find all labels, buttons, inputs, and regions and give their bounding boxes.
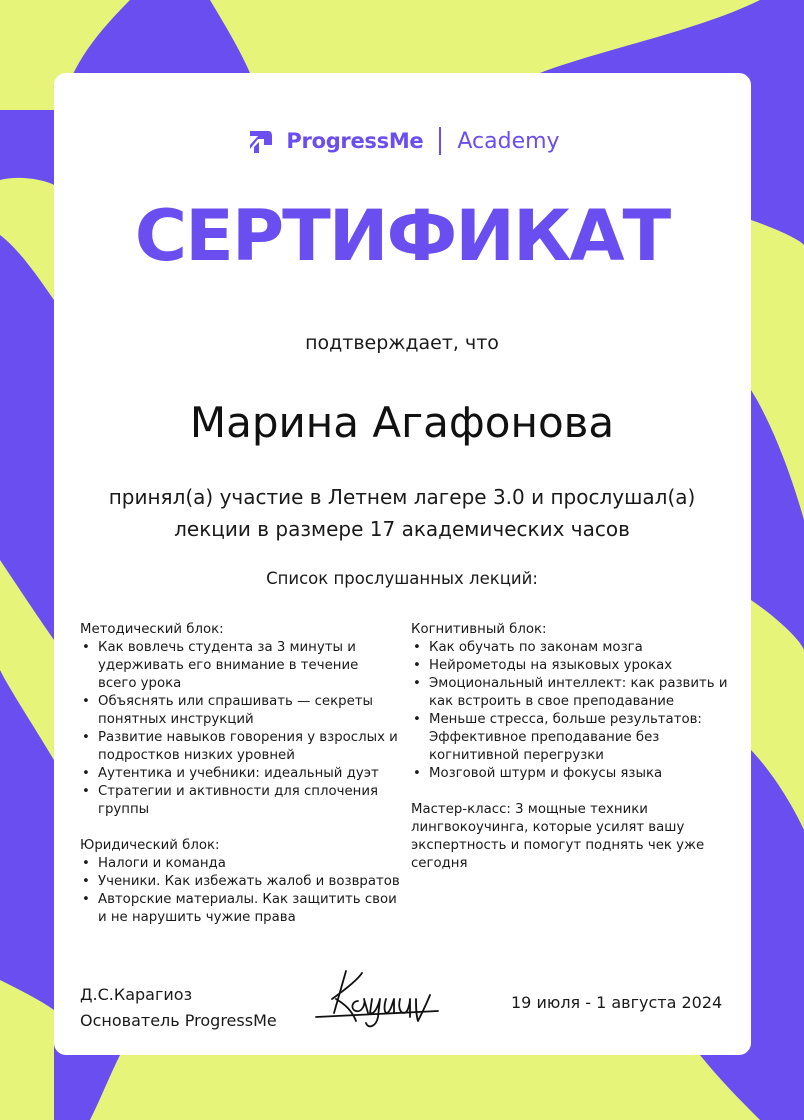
list-item: • Меньше стресса, больше результатов: Эффективное преподавание без когнитивной перегрузки [411, 711, 729, 765]
legal-block-heading: Юридический блок: [80, 838, 220, 853]
participation-statement [90, 481, 714, 545]
method-block-heading: Методический блок: [80, 622, 224, 637]
list-item: • Эмоциональный интеллект: как развить и как встроить в свое преподавание [411, 675, 729, 711]
lectures-title: Список прослушанных лекций: [266, 569, 538, 588]
spacer [411, 783, 729, 801]
confirms-text: подтверждает, что [305, 332, 499, 354]
list-item: • Авторские материалы. Как защитить свои и не нарушить чужие права [80, 891, 400, 927]
statement-line-2: лекции в размере 17 академических часов [174, 517, 630, 541]
progressme-logo-icon [244, 125, 276, 157]
lectures-right-column [411, 621, 729, 873]
list-item: • Нейрометоды на языковых уроках [411, 657, 729, 675]
list-item: • Налоги и команда [80, 855, 400, 873]
signatory-name: Д.С.Карагиоз [80, 985, 193, 1004]
list-item: • Мозговой штурм и фокусы языка [411, 765, 729, 783]
certificate-title: СЕРТИФИКАТ [134, 195, 670, 277]
list-item: • Ученики. Как избежать жалоб и возвратов [80, 873, 400, 891]
brand-sub: Academy [457, 128, 560, 154]
event-dates: 19 июля - 1 августа 2024 [511, 993, 723, 1012]
list-item: • Развитие навыков говорения у взрослых и подростков низких уровней [80, 729, 400, 765]
signatory [80, 982, 277, 1034]
list-item: • Как вовлечь студента за 3 минуты и удерживать его внимание в течение всего урока [80, 639, 400, 693]
recipient-name: Марина Агафонова [189, 398, 615, 447]
list-item: • Объяснять или спрашивать — секреты понятных инструкций [80, 693, 400, 729]
list-item: • Аутентика и учебники: идеальный дуэт [80, 765, 400, 783]
legal-block-list [80, 855, 400, 927]
handwritten-signature [312, 965, 442, 1037]
spacer [80, 819, 400, 837]
list-item: • Как обучать по законам мозга [411, 639, 729, 657]
lectures-left-column [80, 621, 400, 927]
cognitive-block-heading: Когнитивный блок: [411, 622, 547, 637]
signatory-role: Основатель ProgressMe [80, 1011, 277, 1030]
brand-header [0, 121, 804, 161]
brand-divider [439, 127, 441, 155]
method-block-list [80, 639, 400, 819]
list-item: • Стратегии и активности для сплочения группы [80, 783, 400, 819]
cognitive-block-list [411, 639, 729, 783]
masterclass-text: Мастер-класс: 3 мощные техники лингвокоучинга, которые усилят вашу экспертность и помогут поднять чек уже сегодня [411, 802, 705, 871]
statement-line-1: принял(а) участие в Летнем лагере 3.0 и прослушал(а) [108, 485, 696, 509]
brand-name: ProgressMe [286, 129, 424, 153]
